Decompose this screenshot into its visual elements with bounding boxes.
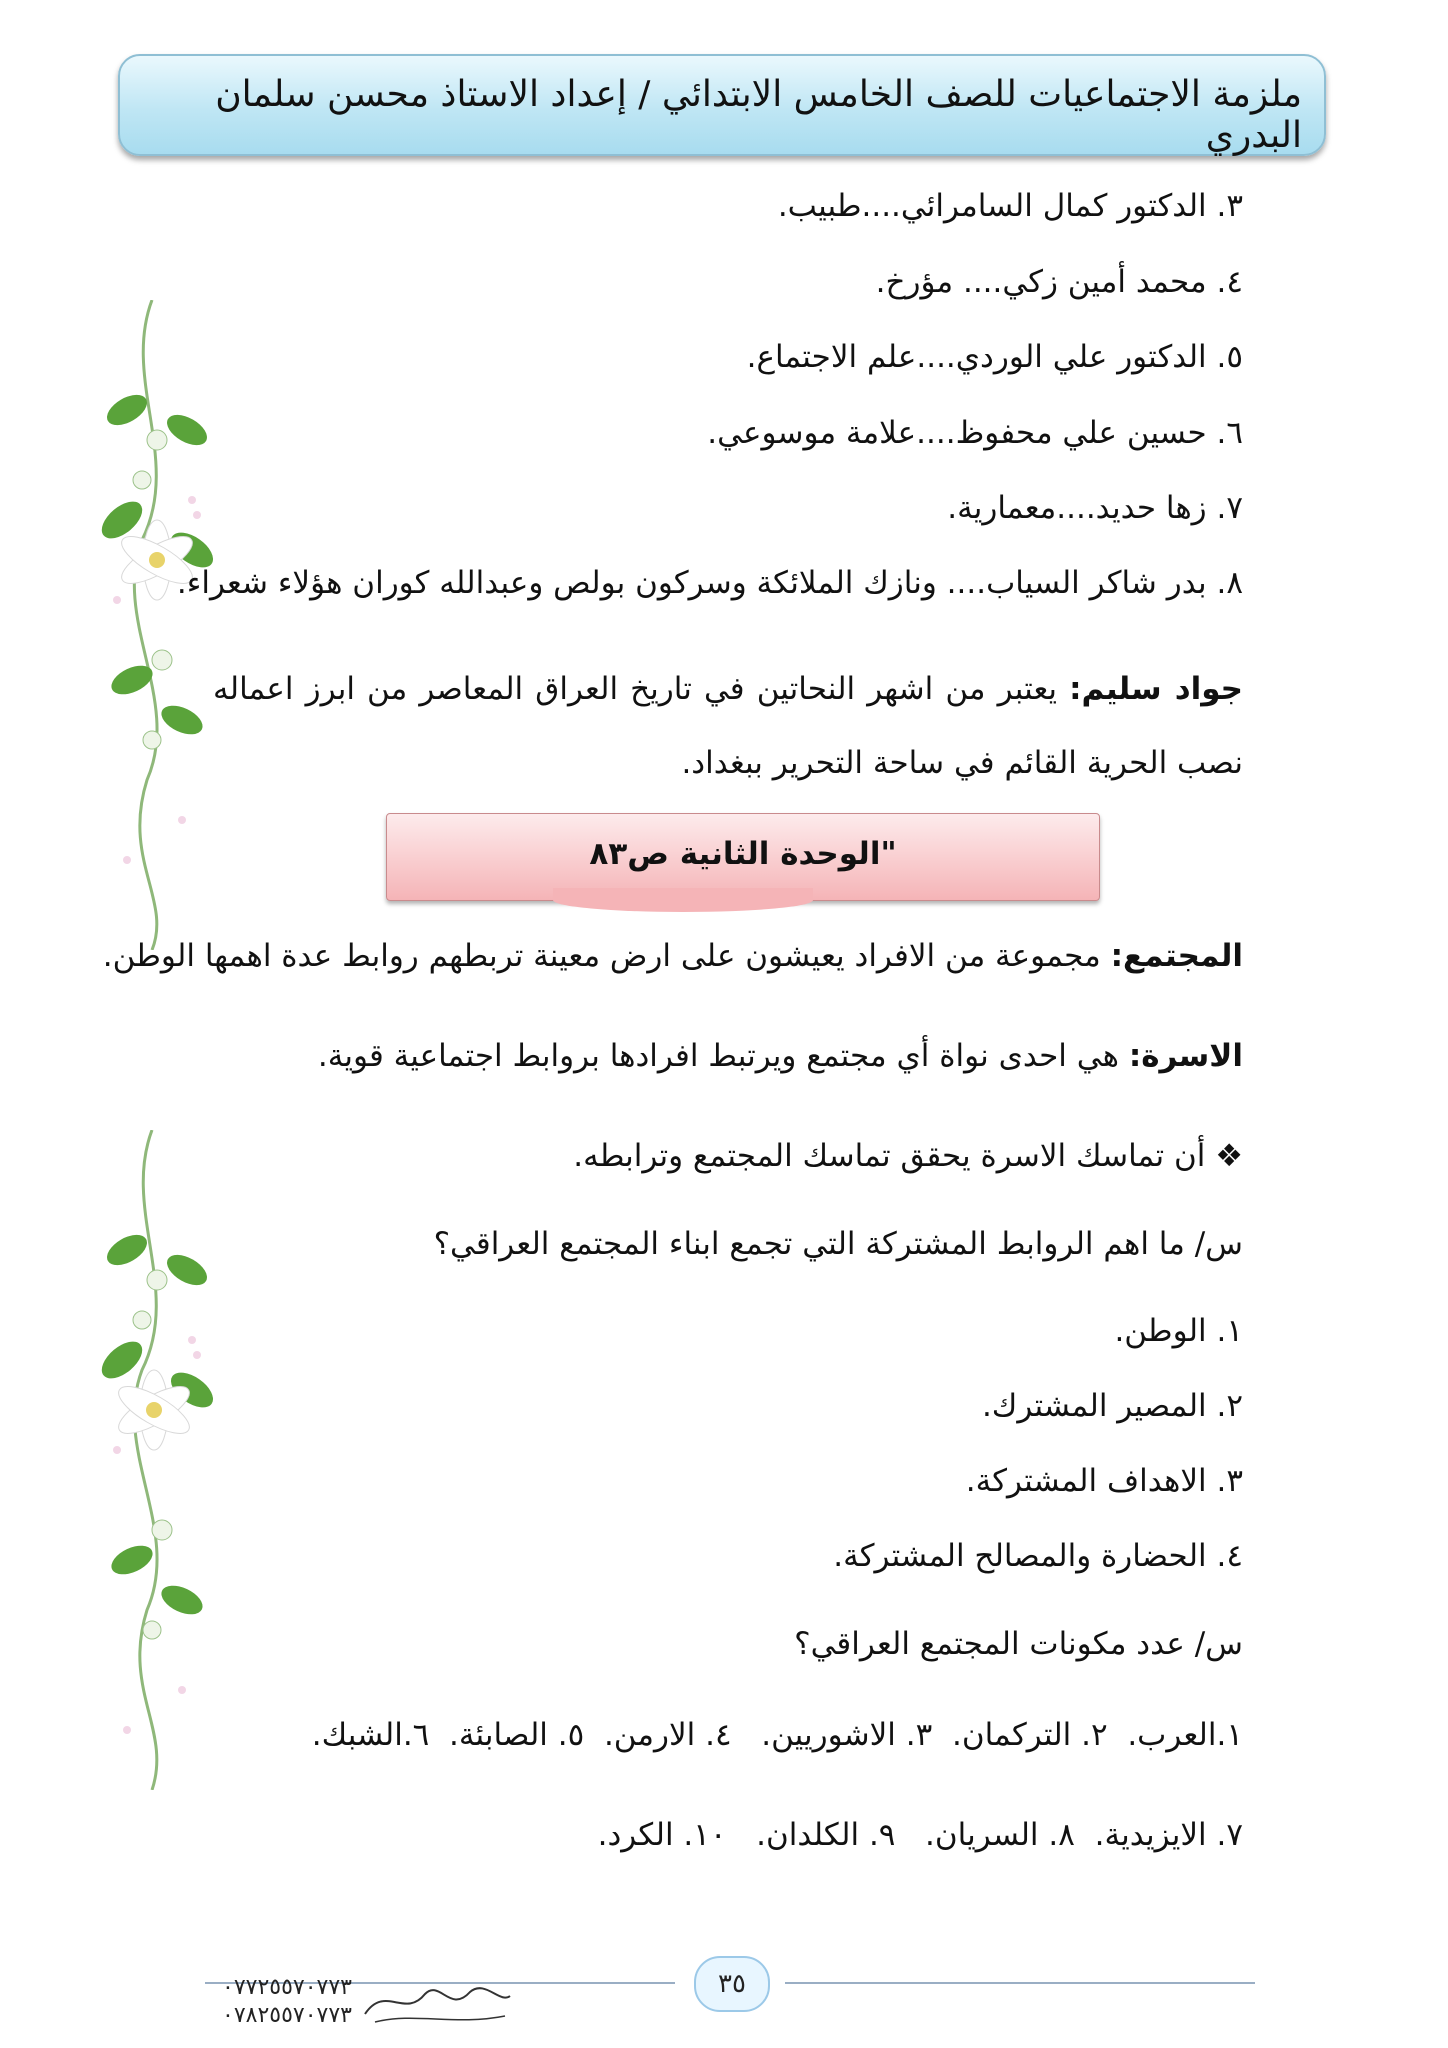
unit-title-box <box>386 813 1100 901</box>
flower-garland-bottom-image <box>82 1130 222 1790</box>
question-1: س/ ما اهم الروابط المشتركة التي تجمع ابناء المجتمع العراقي؟ <box>433 1226 1243 1262</box>
family-term: الاسرة: <box>1128 1038 1243 1074</box>
answer-item: ١. الوطن. <box>1114 1313 1243 1349</box>
components-line-1: ١.العرب. ٢. التركمان. ٣. الاشوريين. ٤. الارمن. ٥. الصابئة. ٦.الشبك. <box>311 1717 1243 1753</box>
society-text: مجموعة من الافراد يعيشون على ارض معينة تربطهم روابط عدة اهمها الوطن. <box>102 938 1101 974</box>
unit-title: "الوحدة الثانية ص٨٣ <box>589 836 897 872</box>
family-text: هي احدى نواة أي مجتمع ويرتبط افرادها بروابط اجتماعية قوية. <box>317 1038 1119 1074</box>
phone-number: ٠٧٧٢٥٥٧٠٧٧٣ <box>222 1975 352 2000</box>
jawad-term: جواد سليم: <box>1069 671 1244 707</box>
society-term: المجتمع: <box>1110 938 1243 974</box>
answer-item: ٤. الحضارة والمصالح المشتركة. <box>833 1538 1243 1574</box>
bullet-statement <box>573 1138 1243 1174</box>
header-banner <box>118 54 1326 156</box>
list-item: ٤. محمد أمين زكي.... مؤرخ. <box>875 264 1243 300</box>
phone-number: ٠٧٨٢٥٥٧٠٧٧٣ <box>222 2003 352 2028</box>
list-item: ٥. الدكتور علي الوردي....علم الاجتماع. <box>746 339 1243 375</box>
answer-item: ٢. المصير المشترك. <box>981 1388 1243 1424</box>
jawad-text: يعتبر من اشهر النحاتين في تاريخ العراق المعاصر من ابرز اعماله نصب الحرية القائم في ساحة التحرير ببغداد. <box>213 671 1243 781</box>
list-item: ٣. الدكتور كمال السامرائي....طبيب. <box>777 188 1243 224</box>
society-definition <box>103 938 1243 974</box>
components-line-2: ٧. الايزيدية. ٨. السريان. ٩. الكلدان. ١٠. الكرد. <box>597 1817 1243 1853</box>
printer-signature-image <box>355 1974 515 2030</box>
page-number: ٣٥ <box>694 1956 770 2012</box>
jawad-paragraph <box>213 652 1243 800</box>
flower-garland-top-image <box>82 300 222 950</box>
bullet-symbol-icon: ❖ <box>1215 1138 1243 1174</box>
family-definition <box>318 1038 1243 1074</box>
footer-phones <box>222 1974 352 2030</box>
list-item: ٦. حسين علي محفوظ....علامة موسوعي. <box>707 415 1243 451</box>
question-2: س/ عدد مكونات المجتمع العراقي؟ <box>794 1626 1243 1662</box>
header-title: ملزمة الاجتماعيات للصف الخامس الابتدائي / إعداد الاستاذ محسن سلمان البدري <box>215 74 1302 156</box>
footer-divider-right <box>785 1982 1255 1984</box>
list-item: ٧. زها حديد....معمارية. <box>947 490 1243 526</box>
list-item: ٨. بدر شاكر السياب.... ونازك الملائكة وسركون بولص وعبدالله كوران هؤلاء شعراء. <box>176 565 1243 601</box>
answer-item: ٣. الاهداف المشتركة. <box>965 1463 1243 1499</box>
bullet-text: أن تماسك الاسرة يحقق تماسك المجتمع وترابطه. <box>573 1138 1206 1174</box>
